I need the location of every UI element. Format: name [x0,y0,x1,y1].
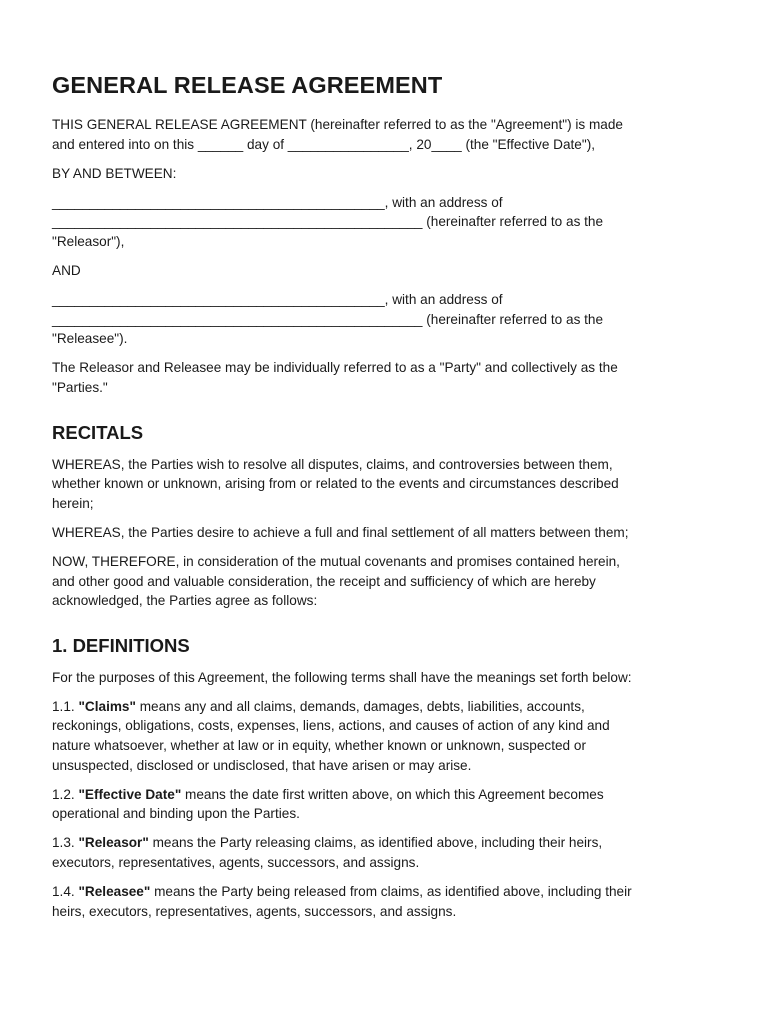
definition-line-2: heirs, executors, representatives, agents, successors, and assigns. [52,903,457,919]
definition-line-1: means the Party being released from claims, as identified above, including their [154,884,632,900]
definition-effective-date [52,785,722,824]
definitions-heading: 1. DEFINITIONS [52,634,190,656]
parties-paragraph [52,358,722,397]
definition-line-2: executors, representatives, agents, successors, and assigns. [52,855,420,871]
releasee-label: "Releasee"). [52,331,128,347]
and-label: AND [52,263,81,279]
recital-whereas-2: WHEREAS, the Parties desire to achieve a full and final settlement of all matters between them; [52,524,629,540]
definition-line-1: means any and all claims, demands, damages, debts, liabilities, accounts, [139,698,585,714]
definition-line-2: reckonings, obligations, costs, expenses, liens, actions, and causes of action of any kind and [52,718,610,734]
definition-term: "Claims" [78,698,136,714]
releasee-address-line: _________________________________________________ (hereinafter referred to as the [52,311,604,327]
recital-whereas-1 [52,455,722,514]
definition-number: 1.2. [52,786,75,802]
definition-claims [52,697,722,775]
recital-now-therefore [52,552,722,611]
parties-line-1: The Releasor and Releasee may be individually referred to as a "Party" and collectively as the [52,360,618,376]
now-therefore-line-3: acknowledged, the Parties agree as follows: [52,593,318,609]
intro-line-2: and entered into on this ______ day of ________________, 20____ (the "Effective Date"), [52,136,595,152]
now-therefore-line-1: NOW, THEREFORE, in consideration of the mutual covenants and promises contained herein, [52,554,620,569]
definition-number: 1.4. [52,884,75,900]
definition-number: 1.1. [52,698,75,714]
releasor-name-line: ____________________________________________, with an address of [52,194,503,210]
definition-line-4: unsuspected, disclosed or undisclosed, that have arisen or may arise. [52,757,472,773]
definition-releasee [52,882,722,921]
definitions-intro: For the purposes of this Agreement, the following terms shall have the meanings set forth below: [52,669,632,685]
definition-releasor [52,833,722,872]
intro-paragraph [52,115,722,154]
definition-term: "Releasor" [78,835,149,851]
now-therefore-line-2: and other good and valuable consideration, the receipt and sufficiency of which are hereby [52,573,596,589]
releasor-address-line: _________________________________________________ (hereinafter referred to as the [52,214,604,230]
recital-whereas-1-line-1: WHEREAS, the Parties wish to resolve all disputes, claims, and controversies between them, [52,456,613,472]
releasee-block [52,290,722,349]
document-title: GENERAL RELEASE AGREEMENT [52,72,443,98]
parties-line-2: "Parties." [52,380,108,396]
definition-line-3: nature whatsoever, whether at law or in equity, whether known or unknown, suspected or [52,738,586,754]
by-and-between-label: BY AND BETWEEN: [52,165,177,181]
intro-line-1: THIS GENERAL RELEASE AGREEMENT (hereinafter referred to as the "Agreement") is made [52,117,623,132]
recital-whereas-1-line-3: herein; [52,495,94,511]
definition-line-1: means the Party releasing claims, as identified above, including their heirs, [152,835,603,851]
definition-line-2: operational and binding upon the Parties. [52,806,300,822]
definition-number: 1.3. [52,835,75,851]
releasor-block [52,193,722,252]
definition-line-1: means the date first written above, on which this Agreement becomes [185,786,604,802]
definition-term: "Releasee" [78,884,151,900]
releasee-name-line: ____________________________________________, with an address of [52,292,503,308]
releasor-label: "Releasor"), [52,233,125,249]
recital-whereas-1-line-2: whether known or unknown, arising from or related to the events and circumstances described [52,476,619,492]
recitals-heading: RECITALS [52,421,144,443]
definition-term: "Effective Date" [78,786,182,802]
document-page [52,68,722,931]
